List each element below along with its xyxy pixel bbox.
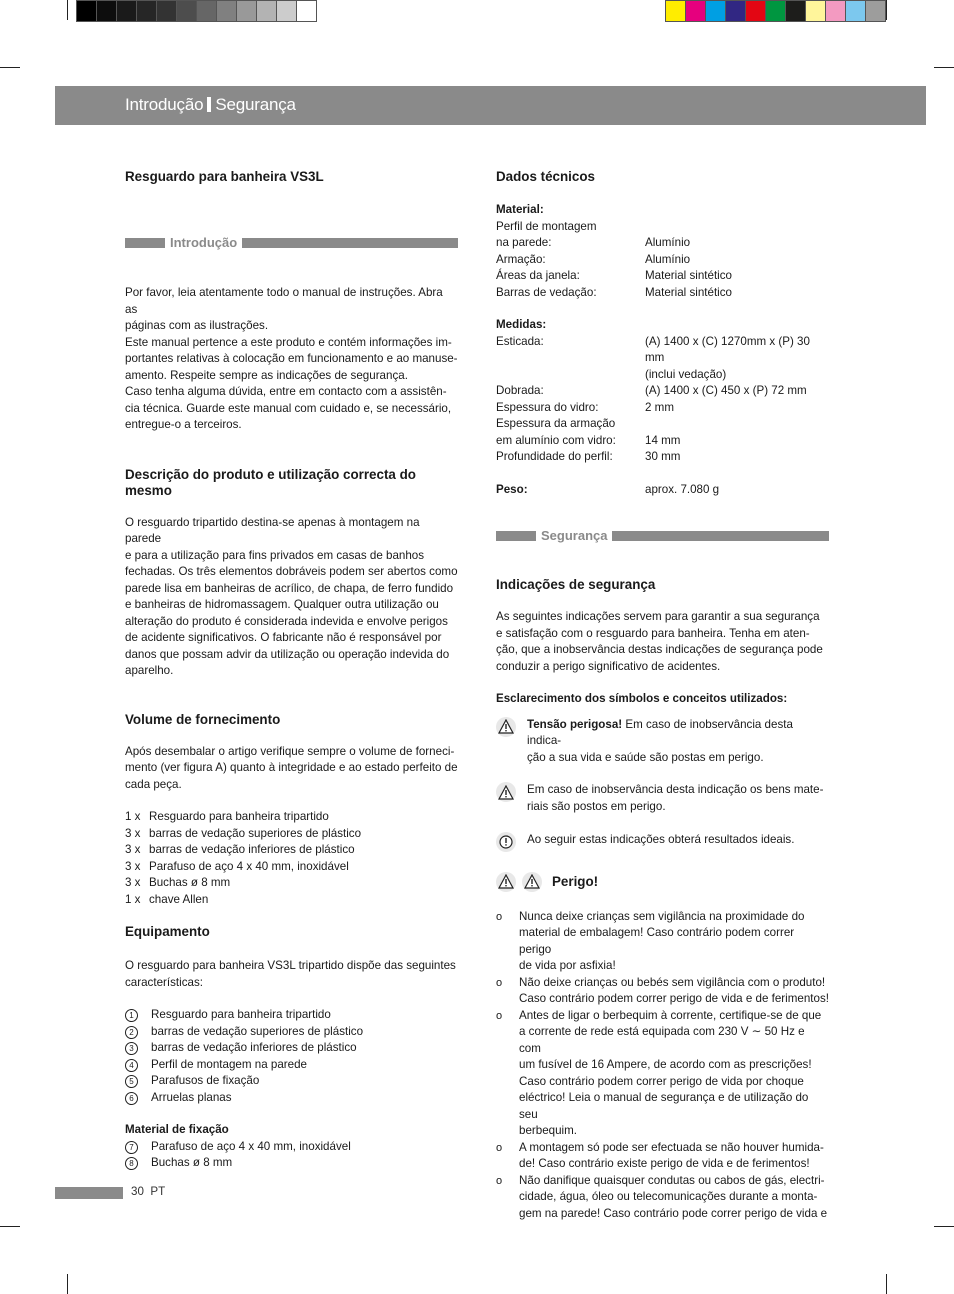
- color-swatch: [217, 1, 237, 21]
- color-swatch: [806, 1, 826, 21]
- bullet-text: [519, 1173, 827, 1223]
- row-value: 14 mm: [645, 433, 681, 447]
- table-row: [496, 252, 829, 269]
- row-key: [496, 367, 645, 384]
- text-line: Após desembalar o artigo verifique sempre o volume de forneci-: [125, 744, 455, 758]
- list-qty: 1 x: [125, 892, 141, 906]
- row-value: 2 mm: [645, 400, 674, 414]
- list-item: [125, 1139, 458, 1156]
- row-value: (A) 1400 x (C) 1270mm x (P) 30 mm: [645, 334, 810, 364]
- text-line: de acidente significativos. O fabricante não é responsável por: [125, 631, 442, 644]
- text-line: amento. Respeite sempre as indicações de segurança.: [125, 368, 408, 382]
- list-item: [125, 826, 458, 843]
- crop-mark: [934, 1226, 954, 1227]
- text-line: características:: [125, 975, 203, 989]
- material-label: Material:: [496, 203, 544, 216]
- equip-list: [125, 1007, 458, 1106]
- desc-title: Descrição do produto e utilização correcta do mesmo: [125, 466, 416, 498]
- list-item: [125, 859, 458, 876]
- bullet-line: Nunca deixe crianças sem vigilância na proximidade do: [519, 909, 805, 923]
- list-text: Parafuso de aço 4 x 40 mm, inoxidável: [149, 859, 349, 873]
- warn3-text: Ao seguir estas indicações obterá resultados ideais.: [527, 833, 795, 846]
- equip-text: [125, 958, 458, 991]
- weight-row: [496, 482, 829, 499]
- list-qty: 3 x: [125, 876, 141, 889]
- section-bar-intro: [125, 235, 458, 251]
- bullet-line: gem na parede! Caso contrário pode correr perigo de vida e: [519, 1206, 828, 1220]
- bullet-line: Antes de ligar o berbequim à corrente, certifique-se de que: [519, 1008, 822, 1022]
- list-item: [125, 892, 458, 909]
- bullet-item: [496, 1173, 829, 1223]
- row-key: Espessura do vidro:: [496, 400, 599, 414]
- header-tab: [886, 86, 926, 125]
- color-swatch: [766, 1, 786, 21]
- text-line: portantes relativas à colocação em funcionamento e ao manuse-: [125, 352, 458, 365]
- text-line: cada peça.: [125, 777, 182, 791]
- list-text: Parafusos de fixação: [151, 1074, 260, 1087]
- row-value: [645, 416, 829, 433]
- list-item: [125, 809, 458, 826]
- list-number: 3: [125, 1042, 138, 1055]
- warning-triangle-icon: [496, 717, 516, 737]
- row-key: Espessura da armação: [496, 417, 616, 430]
- warn2-line: riais são postos em perigo.: [527, 799, 666, 813]
- list-item: [125, 875, 458, 892]
- crop-mark: [0, 1226, 20, 1227]
- bullet-circle-icon: o: [496, 1174, 503, 1187]
- table-row: [496, 416, 829, 433]
- list-qty: 3 x: [125, 843, 141, 856]
- bullet-text: [519, 1140, 824, 1173]
- table-row: [496, 268, 829, 285]
- desc-text: [125, 515, 458, 680]
- row-key: Esticada:: [496, 334, 544, 348]
- list-item: [125, 1057, 458, 1074]
- bullet-circle-icon: o: [496, 976, 503, 989]
- text-line: páginas com as ilustrações.: [125, 319, 269, 332]
- warn1-line2: ção a sua vida e saúde são postas em perigo.: [527, 750, 764, 764]
- page-number: [131, 1185, 165, 1198]
- weight-label: Peso:: [496, 482, 528, 496]
- crop-mark: [886, 0, 887, 20]
- text-line: danos que possam advir da utilização ou operação indevida do: [125, 647, 450, 661]
- row-key: Áreas da janela:: [496, 269, 580, 282]
- bullet-line: material de embalagem! Caso contrário podem correr perigo: [519, 926, 795, 956]
- bullet-circle-icon: o: [496, 1009, 503, 1022]
- bullet-text: [519, 1008, 829, 1140]
- list-qty: 3 x: [125, 859, 141, 873]
- color-swatch: [257, 1, 277, 21]
- list-text: Resguardo para banheira tripartido: [149, 810, 329, 823]
- bullet-line: de vida por asfixia!: [519, 959, 616, 972]
- list-number: 5: [125, 1075, 138, 1088]
- bullet-item: [496, 1008, 829, 1140]
- row-value: 30 mm: [645, 450, 681, 463]
- fix-list: [125, 1139, 458, 1172]
- warn1-bold: Tensão perigosa!: [527, 717, 623, 731]
- bullet-item: [496, 1140, 829, 1173]
- table-row: [496, 367, 829, 384]
- text-line: ção, que a inobservância destas indicações de segurança pode: [496, 643, 823, 656]
- color-swatch: [237, 1, 257, 21]
- supply-list: [125, 809, 458, 908]
- dims-label: Medidas:: [496, 318, 547, 331]
- danger-heading: [496, 872, 829, 892]
- equip-title: Equipamento: [125, 924, 210, 939]
- list-item: [125, 1007, 458, 1024]
- bullet-line: cidade, água, óleo ou telecomunicações durante a monta-: [519, 1190, 818, 1203]
- text-line: parede lisa em banheiras de acrílico, de chapa, de ferro fundido: [125, 581, 454, 595]
- color-swatch: [137, 1, 157, 21]
- row-key: Armação:: [496, 252, 546, 266]
- list-text: barras de vedação inferiores de plástico: [149, 843, 355, 856]
- symbols-title: Esclarecimento dos símbolos e conceitos utilizados:: [496, 692, 788, 705]
- table-row: [496, 219, 829, 236]
- footer-bar: [55, 1187, 123, 1199]
- warn2-line: Em caso de inobservância desta indicação os bens mate-: [527, 783, 824, 796]
- text-line: Este manual pertence a este produto e contém informações im-: [125, 335, 452, 349]
- crop-mark: [67, 1274, 68, 1294]
- header-part1: Introdução: [125, 95, 204, 114]
- row-key: Barras de vedação:: [496, 285, 597, 299]
- table-row: [496, 433, 829, 450]
- text-line: As seguintes indicações servem para garantir a sua segurança: [496, 610, 820, 623]
- bullet-text: [519, 909, 829, 975]
- list-number: 6: [125, 1092, 138, 1105]
- list-text: Parafuso de aço 4 x 40 mm, inoxidável: [151, 1139, 351, 1153]
- safety-text: [496, 609, 829, 675]
- text-line: fechadas. Os três elementos dobráveis podem ser abertos como: [125, 565, 458, 578]
- bullet-line: Não deixe crianças ou bebés sem vigilância com o produto!: [519, 975, 826, 989]
- color-swatch: [77, 1, 97, 21]
- left-column: [125, 169, 458, 1172]
- text-line: O resguardo para banheira VS3L tripartido dispõe das seguintes: [125, 959, 456, 972]
- list-text: barras de vedação superiores de plástico: [149, 826, 362, 840]
- info-exclamation-icon: [496, 832, 516, 852]
- color-swatch: [846, 1, 866, 21]
- list-item: [125, 1155, 458, 1172]
- cmyk-color-bar: [665, 0, 886, 22]
- bullet-line: um fusível de 16 Ampere, de acordo com as prescrições!: [519, 1058, 812, 1071]
- warning-voltage: [496, 717, 829, 767]
- row-key: Perfil de montagem: [496, 219, 597, 233]
- crop-mark: [0, 67, 20, 68]
- warning-triangle-icon: [496, 872, 516, 892]
- bullet-line: eléctrico! Leia o manual de segurança e de utilização do seu: [519, 1091, 809, 1121]
- danger-bullet-list: [496, 909, 829, 1223]
- color-swatch: [686, 1, 706, 21]
- text-line: mento (ver figura A) quanto à integridade e ao estado perfeito de: [125, 761, 458, 774]
- list-text: Resguardo para banheira tripartido: [151, 1008, 331, 1021]
- list-item: [125, 1040, 458, 1057]
- color-swatch: [746, 1, 766, 21]
- list-number: 4: [125, 1059, 138, 1072]
- list-text: barras de vedação inferiores de plástico: [151, 1041, 357, 1054]
- list-number: 7: [125, 1141, 138, 1154]
- supply-title: Volume de fornecimento: [125, 711, 281, 727]
- list-qty: 3 x: [125, 826, 141, 840]
- bullet-line: A montagem só pode ser efectuada se não houver humida-: [519, 1140, 824, 1154]
- list-number: 8: [125, 1157, 138, 1170]
- list-text: Buchas ø 8 mm: [151, 1156, 233, 1169]
- color-swatch: [726, 1, 746, 21]
- row-value: Material sintético: [645, 285, 732, 299]
- text-line: cia técnica. Guarde este manual com cuidado e, se necessário,: [125, 401, 452, 415]
- bullet-circle-icon: o: [496, 1141, 503, 1154]
- list-text: Buchas ø 8 mm: [149, 876, 231, 889]
- color-swatch: [826, 1, 846, 21]
- crop-mark: [67, 0, 68, 20]
- bullet-line: Caso contrário podem correr perigo de vida e de ferimentos!: [519, 992, 829, 1005]
- list-item: [125, 1024, 458, 1041]
- list-text: Perfil de montagem na parede: [151, 1057, 307, 1071]
- color-swatch: [666, 1, 686, 21]
- text-line: alteração do produto é considerada indevida e envolve perigos: [125, 614, 448, 628]
- text-line: e para a utilização para fins privados em casas de banhos: [125, 548, 425, 562]
- color-swatch: [157, 1, 177, 21]
- row-value: Material sintético: [645, 269, 732, 282]
- table-row: [496, 400, 829, 417]
- row-value: (A) 1400 x (C) 450 x (P) 72 mm: [645, 384, 807, 397]
- supply-text: [125, 744, 458, 794]
- color-swatch: [177, 1, 197, 21]
- row-value: [645, 219, 829, 236]
- crop-mark: [934, 67, 954, 68]
- header-separator: [207, 97, 211, 112]
- row-value: Alumínio: [645, 252, 691, 266]
- color-swatch: [297, 1, 316, 21]
- section-bar-safety: [496, 528, 829, 544]
- list-number: 1: [125, 1009, 138, 1022]
- product-title: Resguardo para banheira VS3L: [125, 169, 324, 184]
- warning-property: [496, 782, 829, 815]
- page-num: 30: [131, 1185, 144, 1198]
- warning-triangle-icon: [496, 782, 516, 802]
- warn1-line1: Em caso de inobservância desta indica-: [527, 717, 793, 747]
- bullet-line: Caso contrário podem correr perigo de vida por choque: [519, 1074, 804, 1088]
- list-text: Arruelas planas: [151, 1090, 232, 1104]
- page-lang: PT: [150, 1185, 166, 1198]
- color-swatch: [117, 1, 137, 21]
- safety-title: Indicações de segurança: [496, 577, 656, 592]
- text-line: conduzir a perigo significativo de acidentes.: [496, 659, 721, 673]
- bullet-line: de! Caso contrário existe perigo de vida e de ferimentos!: [519, 1157, 810, 1170]
- table-row: [496, 285, 829, 302]
- bullet-text: [519, 975, 829, 1008]
- list-text: chave Allen: [149, 892, 209, 906]
- right-column: [496, 169, 829, 1222]
- list-text: barras de vedação superiores de plástico: [151, 1024, 364, 1038]
- info-tip: [496, 832, 829, 849]
- warning-triangle-icon: [522, 872, 542, 892]
- grayscale-color-bar: [76, 0, 317, 22]
- color-swatch: [197, 1, 217, 21]
- intro-text: [125, 285, 458, 434]
- header-part2: Segurança: [215, 95, 296, 114]
- bullet-circle-icon: o: [496, 910, 503, 923]
- page-title: [125, 95, 296, 115]
- material-table: [496, 219, 829, 302]
- bullet-line: a corrente de rede está equipada com 230 V ∼ 50 Hz e com: [519, 1025, 805, 1055]
- text-line: entregue-o a terceiros.: [125, 418, 242, 431]
- table-row: [496, 235, 829, 252]
- row-value: Alumínio: [645, 236, 691, 249]
- crop-mark: [886, 1274, 887, 1294]
- section-label-intro: Introdução: [170, 234, 238, 250]
- bullet-line: Não danifique quaisquer condutas ou cabos de gás, electri-: [519, 1173, 825, 1187]
- color-swatch: [277, 1, 297, 21]
- row-key: em alumínio com vidro:: [496, 433, 616, 447]
- bullet-item: [496, 975, 829, 1008]
- color-swatch: [786, 1, 806, 21]
- list-item: [125, 842, 458, 859]
- list-item: [125, 1073, 458, 1090]
- list-qty: 1 x: [125, 810, 141, 823]
- bullet-item: [496, 909, 829, 975]
- row-key: Profundidade do perfil:: [496, 450, 613, 463]
- row-key: na parede:: [496, 236, 552, 249]
- text-line: e satisfação com o resguardo para banheira. Tenha em aten-: [496, 626, 810, 640]
- tech-title: Dados técnicos: [496, 169, 595, 184]
- text-line: Caso tenha alguma dúvida, entre em contacto com a assistên-: [125, 385, 447, 398]
- row-value: (inclui vedação): [645, 367, 727, 381]
- color-swatch: [866, 1, 885, 21]
- text-line: aparelho.: [125, 664, 174, 677]
- text-line: Por favor, leia atentamente todo o manual de instruções. Abra as: [125, 286, 443, 316]
- table-row: [496, 334, 829, 367]
- color-swatch: [97, 1, 117, 21]
- text-line: e banheiras de hidromassagem. Qualquer outra utilização ou: [125, 598, 439, 611]
- row-key: Dobrada:: [496, 384, 544, 397]
- weight-value: aprox. 7.080 g: [645, 482, 720, 496]
- bullet-line: berbequim.: [519, 1124, 578, 1137]
- text-line: O resguardo tripartido destina-se apenas à montagem na parede: [125, 515, 420, 545]
- fix-title: Material de fixação: [125, 1123, 229, 1136]
- list-number: 2: [125, 1026, 138, 1039]
- color-swatch: [706, 1, 726, 21]
- dims-table: [496, 334, 829, 466]
- table-row: [496, 449, 829, 466]
- table-row: [496, 383, 829, 400]
- list-item: [125, 1090, 458, 1107]
- danger-label: Perigo!: [552, 873, 599, 889]
- section-label-safety: Segurança: [541, 527, 608, 543]
